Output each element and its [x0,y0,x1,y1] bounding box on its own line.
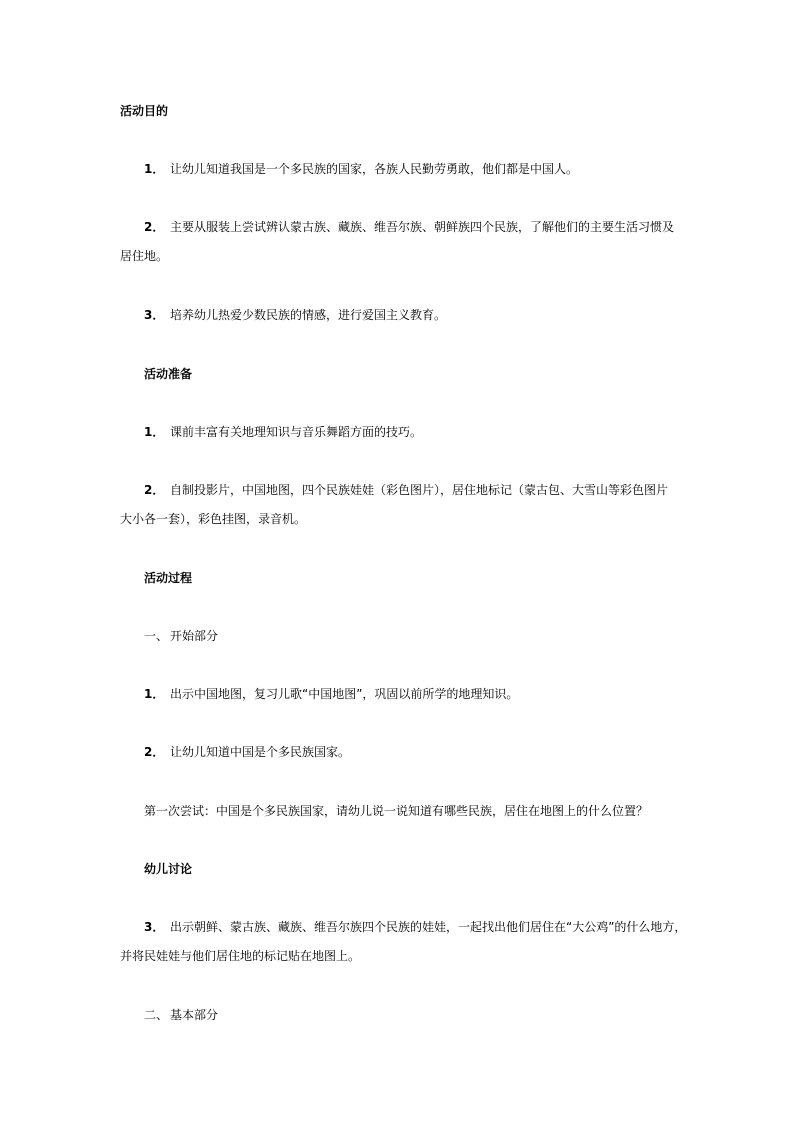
part-2-text: 基本部分 [170,1008,219,1022]
part-2-heading [144,1007,218,1023]
first-try-paragraph: 第一次尝试：中国是个多民族国家，请幼儿说一说知道有哪些民族，居住在地图上的什么位置？ [144,804,649,818]
prep-item-2 [144,482,668,498]
prep-item-2-continuation: 大小各一套），彩色挂图，录音机。 [120,512,307,526]
prep-item-1-number: 1． [144,425,165,439]
part-1-number: 一、 [144,629,169,643]
prep-item-1 [144,424,422,440]
goal-item-2-continuation: 居住地。 [120,249,169,263]
goal-item-1 [144,161,578,177]
part-1-item-2-text: 让幼儿知道中国是个多民族国家。 [170,745,351,759]
part-1-item-1-text: 出示中国地图，复习儿歌“中国地图”，巩固以前所学的地理知识。 [170,687,519,701]
part-1-item-2 [144,744,350,760]
prep-item-1-text: 课前丰富有关地理知识与音乐舞蹈方面的技巧。 [170,425,423,439]
goal-item-3-text: 培养幼儿热爱少数民族的情感，进行爱国主义教育。 [170,308,447,322]
prep-item-2-text: 自制投影片，中国地图，四个民族娃娃（彩色图片），居住地标记（蒙古包、大雪山等彩色图片 [170,483,669,497]
part-1-heading [144,628,218,644]
part-1-item-1-number: 1． [144,687,165,701]
part-2-number: 二、 [144,1008,169,1022]
goal-heading: 活动目的 [120,104,169,118]
prep-item-2-number: 2． [144,483,165,497]
process-heading: 活动过程 [144,571,193,585]
goal-item-3 [144,307,446,323]
discuss-heading: 幼儿讨论 [144,862,193,876]
part-1-item-1 [144,686,518,702]
prep-heading: 活动准备 [144,367,193,381]
part-1-text: 开始部分 [170,629,219,643]
part-1-item-3-number: 3． [144,920,165,934]
goal-item-1-text: 让幼儿知道我国是一个多民族的国家，各族人民勤劳勇敢，他们都是中国人。 [170,162,579,176]
goal-item-2 [144,219,674,235]
part-1-item-3 [144,919,686,935]
goal-item-2-text: 主要从服装上尝试辨认蒙古族、藏族、维吾尔族、朝鲜族四个民族，了解他们的主要生活习惯及 [170,220,675,234]
part-1-item-2-number: 2． [144,745,165,759]
goal-item-2-number: 2． [144,220,165,234]
part-1-item-3-text: 出示朝鲜、蒙古族、藏族、维吾尔族四个民族的娃娃，一起找出他们居住在“大公鸡”的什么地方， [170,920,687,934]
goal-item-1-number: 1． [144,162,165,176]
goal-item-3-number: 3． [144,308,165,322]
part-1-item-3-continuation: 并将民娃娃与他们居住地的标记贴在地图上。 [120,949,361,963]
